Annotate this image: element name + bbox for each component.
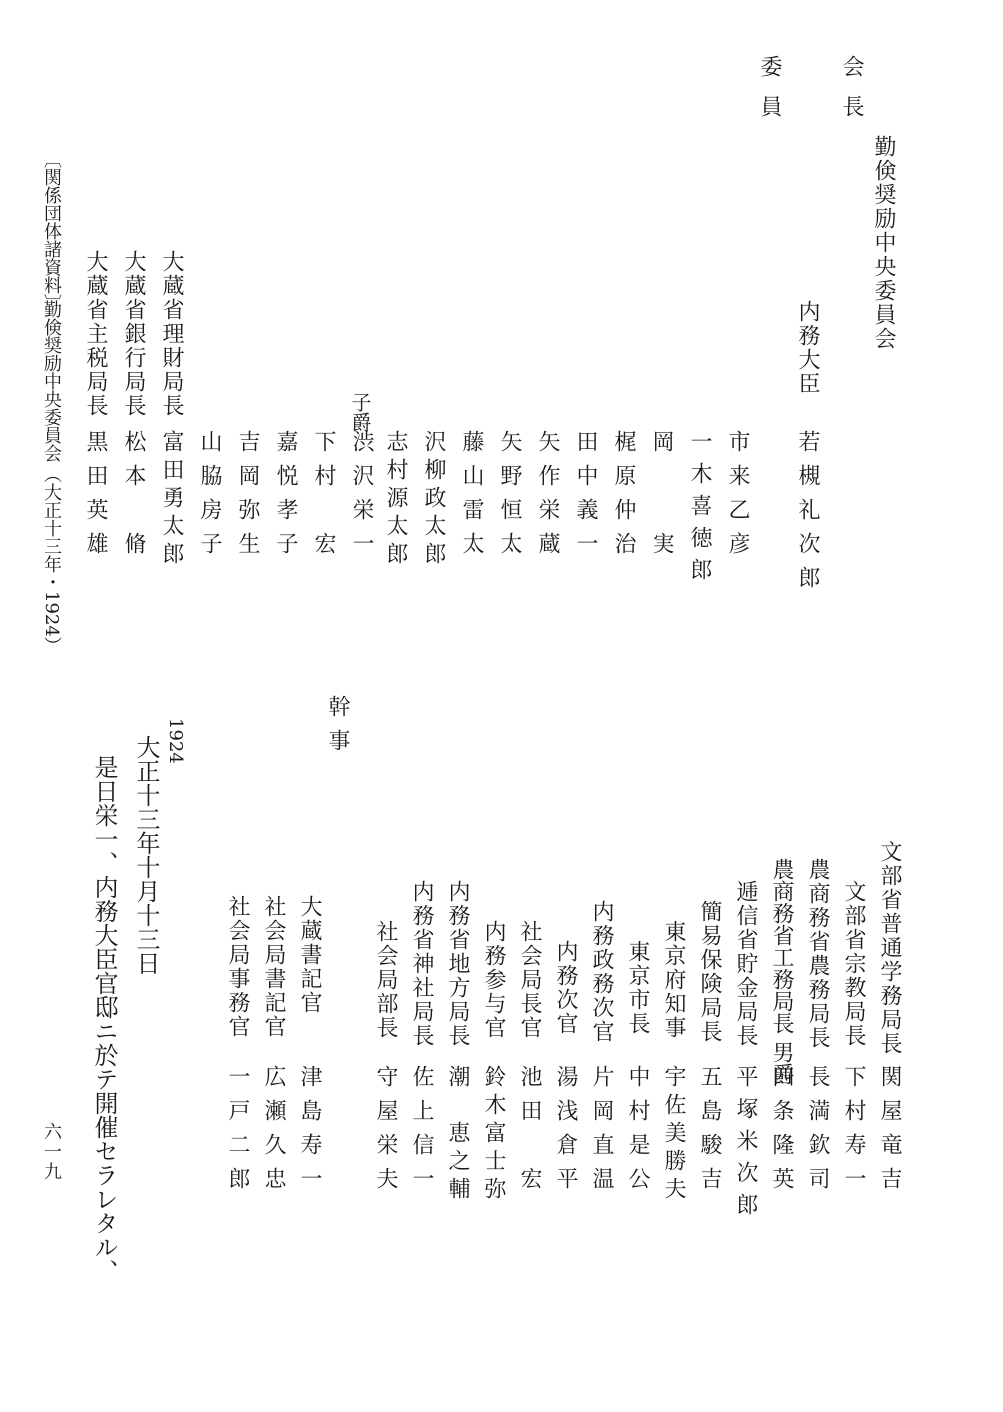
kanji-label: 幹事 bbox=[325, 695, 350, 763]
official-title: 社会局長官 bbox=[517, 920, 542, 1040]
official-title: 大蔵省銀行局長 bbox=[121, 250, 146, 418]
label-kaicho: 会長 bbox=[839, 55, 864, 135]
committee-title: 勤倹奨励中央委員会 bbox=[871, 135, 896, 351]
official-title: 農商務省工務局長 男爵 bbox=[769, 858, 794, 1085]
official-title: 文部省宗教局長 bbox=[841, 880, 866, 1048]
official-title: 農商務省農務局長 bbox=[805, 858, 830, 1050]
member-name: 矢野恒太 bbox=[497, 430, 522, 566]
official-name: 池田 宏 bbox=[517, 1065, 542, 1201]
year-note: 1924 bbox=[165, 718, 186, 764]
official-title: 内務次官 bbox=[553, 940, 578, 1036]
official-title: 東京府知事 bbox=[661, 920, 686, 1040]
member-name: 田中義一 bbox=[573, 430, 598, 566]
official-title: 東京市長 bbox=[625, 940, 650, 1036]
official-name: 守屋栄夫 bbox=[373, 1065, 398, 1201]
kanji-title: 大蔵書記官 bbox=[297, 895, 322, 1015]
member-name: 岡 実 bbox=[649, 430, 674, 566]
running-era: （大正十三年・1924） bbox=[41, 465, 62, 655]
official-title: 逓信省貯金局長 bbox=[733, 880, 758, 1048]
member-name: 志村源太郎 bbox=[383, 430, 408, 570]
member-name: 藤山雷太 bbox=[459, 430, 484, 566]
official-title: 社会局部長 bbox=[373, 920, 398, 1040]
kanji-name: 津島寿一 bbox=[297, 1065, 322, 1201]
official-name: 片岡直温 bbox=[589, 1065, 614, 1201]
official-title: 簡易保険局長 bbox=[697, 900, 722, 1044]
member-name: 下村 宏 bbox=[311, 430, 336, 566]
chair-position: 内務大臣 bbox=[795, 300, 820, 396]
official-title: 内務省地方局長 bbox=[445, 880, 470, 1048]
member-name: 嘉悦孝子 bbox=[273, 430, 298, 566]
page-number: 六一九 bbox=[41, 1122, 62, 1182]
kanji-name: 一戸二郎 bbox=[225, 1065, 250, 1201]
official-name: 関屋竜吉 bbox=[877, 1065, 902, 1201]
official-name: 富田勇太郎 bbox=[159, 430, 184, 570]
official-name: 湯浅倉平 bbox=[553, 1065, 578, 1201]
official-title: 内務省神社局長 bbox=[409, 880, 434, 1048]
member-name: 一木喜徳郎 bbox=[687, 430, 712, 590]
member-rank: 子爵 bbox=[348, 392, 372, 432]
official-name: 潮 恵之輔 bbox=[445, 1065, 470, 1205]
member-name: 沢柳政太郎 bbox=[421, 430, 446, 570]
official-name: 鈴木富士弥 bbox=[481, 1065, 506, 1205]
official-title: 大蔵省主税局長 bbox=[83, 250, 108, 418]
label-iin: 委員 bbox=[757, 55, 782, 135]
kanji-title: 社会局書記官 bbox=[261, 895, 286, 1039]
official-name: 五島駿吉 bbox=[697, 1065, 722, 1201]
kanji-title: 社会局事務官 bbox=[225, 895, 250, 1039]
member-name: 梶原仲治 bbox=[611, 430, 636, 566]
body-text: 是日栄一、内務大臣官邸ニ於テ開催セラレタル、 bbox=[90, 755, 118, 1283]
series-label: 〔関係団体諸資料〕 bbox=[41, 150, 62, 312]
official-name: 長満欽司 bbox=[805, 1065, 830, 1201]
official-name: 中村是公 bbox=[625, 1065, 650, 1201]
kanji-name: 広瀬久忠 bbox=[261, 1065, 286, 1201]
official-name: 黒田英雄 bbox=[83, 430, 108, 566]
official-title: 内務政務次官 bbox=[589, 900, 614, 1044]
official-name: 宇佐美勝夫 bbox=[661, 1065, 686, 1205]
official-name: 四条隆英 bbox=[769, 1065, 794, 1201]
official-name: 松本 脩 bbox=[121, 430, 146, 566]
official-name: 下村寿一 bbox=[841, 1065, 866, 1201]
official-title: 文部省普通学務局長 bbox=[877, 840, 902, 1056]
chair-name: 若槻礼次郎 bbox=[795, 430, 820, 600]
official-title: 内務参与官 bbox=[481, 920, 506, 1040]
official-name: 佐上信一 bbox=[409, 1065, 434, 1201]
official-title: 大蔵省理財局長 bbox=[159, 250, 184, 418]
official-name: 平塚米次郎 bbox=[733, 1065, 758, 1225]
member-name: 渋沢栄一 bbox=[349, 430, 374, 566]
member-name: 矢作栄蔵 bbox=[535, 430, 560, 566]
member-name: 山脇房子 bbox=[197, 430, 222, 566]
date-heading: 大正十三年十月十三日 bbox=[132, 735, 160, 975]
running-title: 勤倹奨励中央委員会 bbox=[41, 300, 62, 462]
member-name: 吉岡弥生 bbox=[235, 430, 260, 566]
member-name: 市来乙彦 bbox=[725, 430, 750, 566]
